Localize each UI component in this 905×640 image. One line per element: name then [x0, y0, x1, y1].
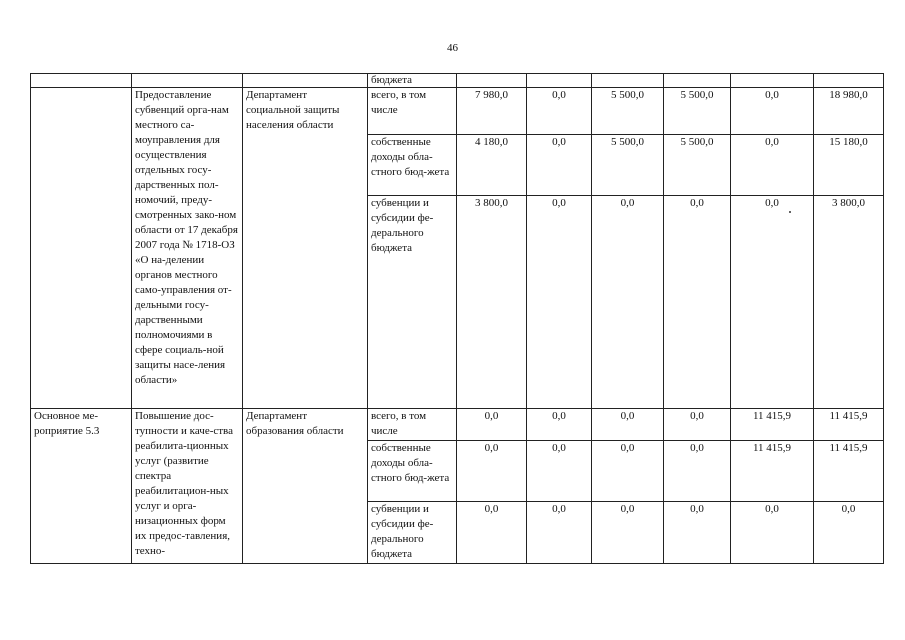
source-cell: субвенции и субсидии фе-дерального бюджета	[368, 502, 457, 564]
value-cell: 0,0	[592, 502, 664, 564]
value-cell: 0,0	[527, 409, 592, 441]
value-cell: 0,0	[527, 135, 592, 196]
source-cell: бюджета	[368, 74, 457, 88]
value-cell	[731, 74, 814, 88]
activity-cell	[31, 74, 132, 88]
value-cell: 11 415,9	[814, 409, 884, 441]
value-cell: 0,0	[814, 502, 884, 564]
value-cell: 0,0	[592, 196, 664, 409]
value-cell	[527, 74, 592, 88]
value-cell: 0,0	[731, 88, 814, 135]
table-row	[31, 409, 884, 441]
value-cell: 0,0	[457, 441, 527, 502]
scan-speck	[789, 211, 791, 213]
value-cell: 0,0	[731, 135, 814, 196]
page-number: 46	[447, 42, 458, 54]
value-cell: 0,0	[664, 196, 731, 409]
description-cell: Предоставление субвенций орга-нам местного са-моуправления для осуществления отдельных госу-дарственных пол-номочий, преду-смотренных зако-ном области от 17 декабря 2007 года № 1718-ОЗ «О на-делении органов местного само-управления от-дельными госу-дарственными полномочиями в сфере социаль-ной защиты насе-ления области»	[132, 88, 243, 409]
table-row-continuation	[31, 74, 884, 88]
description-cell	[132, 74, 243, 88]
value-cell: 3 800,0	[814, 196, 884, 409]
value-cell: 0,0	[527, 441, 592, 502]
value-cell: 0,0	[592, 441, 664, 502]
value-cell: 0,0	[527, 88, 592, 135]
source-cell: всего, в том числе	[368, 88, 457, 135]
source-cell: субвенции и субсидии фе-дерального бюджета	[368, 196, 457, 409]
value-cell	[814, 74, 884, 88]
value-cell: 0,0	[592, 409, 664, 441]
value-cell: 7 980,0	[457, 88, 527, 135]
value-cell: 0,0	[664, 441, 731, 502]
value-cell: 11 415,9	[731, 409, 814, 441]
value-cell: 11 415,9	[731, 441, 814, 502]
value-cell: 0,0	[457, 502, 527, 564]
value-cell: 5 500,0	[664, 88, 731, 135]
value-cell: 15 180,0	[814, 135, 884, 196]
value-cell	[592, 74, 664, 88]
value-cell: 0,0	[664, 502, 731, 564]
value-cell: 0,0	[731, 196, 814, 409]
activity-cell: Основное ме-роприятие 5.3	[31, 409, 132, 564]
executor-cell: Департамент социальной защиты населения области	[243, 88, 368, 409]
value-cell: 0,0	[527, 502, 592, 564]
value-cell: 3 800,0	[457, 196, 527, 409]
value-cell: 4 180,0	[457, 135, 527, 196]
source-cell: собственные доходы обла-стного бюд-жета	[368, 441, 457, 502]
value-cell: 5 500,0	[592, 88, 664, 135]
description-cell: Повышение дос-тупности и каче-ства реабилита-ционных услуг (развитие спектра реабилитацион-ных услуг и орга-низационных форм их предос-тавления, техно-	[132, 409, 243, 564]
value-cell: 0,0	[457, 409, 527, 441]
value-cell: 11 415,9	[814, 441, 884, 502]
table-row	[31, 88, 884, 135]
budget-table	[30, 73, 884, 564]
value-cell	[457, 74, 527, 88]
value-cell: 5 500,0	[592, 135, 664, 196]
value-cell: 0,0	[664, 409, 731, 441]
value-cell: 0,0	[731, 502, 814, 564]
activity-cell	[31, 88, 132, 409]
value-cell	[664, 74, 731, 88]
value-cell: 0,0	[527, 196, 592, 409]
source-cell: всего, в том числе	[368, 409, 457, 441]
value-cell: 18 980,0	[814, 88, 884, 135]
value-cell: 5 500,0	[664, 135, 731, 196]
executor-cell	[243, 74, 368, 88]
source-cell: собственные доходы обла-стного бюд-жета	[368, 135, 457, 196]
executor-cell: Департамент образования области	[243, 409, 368, 564]
